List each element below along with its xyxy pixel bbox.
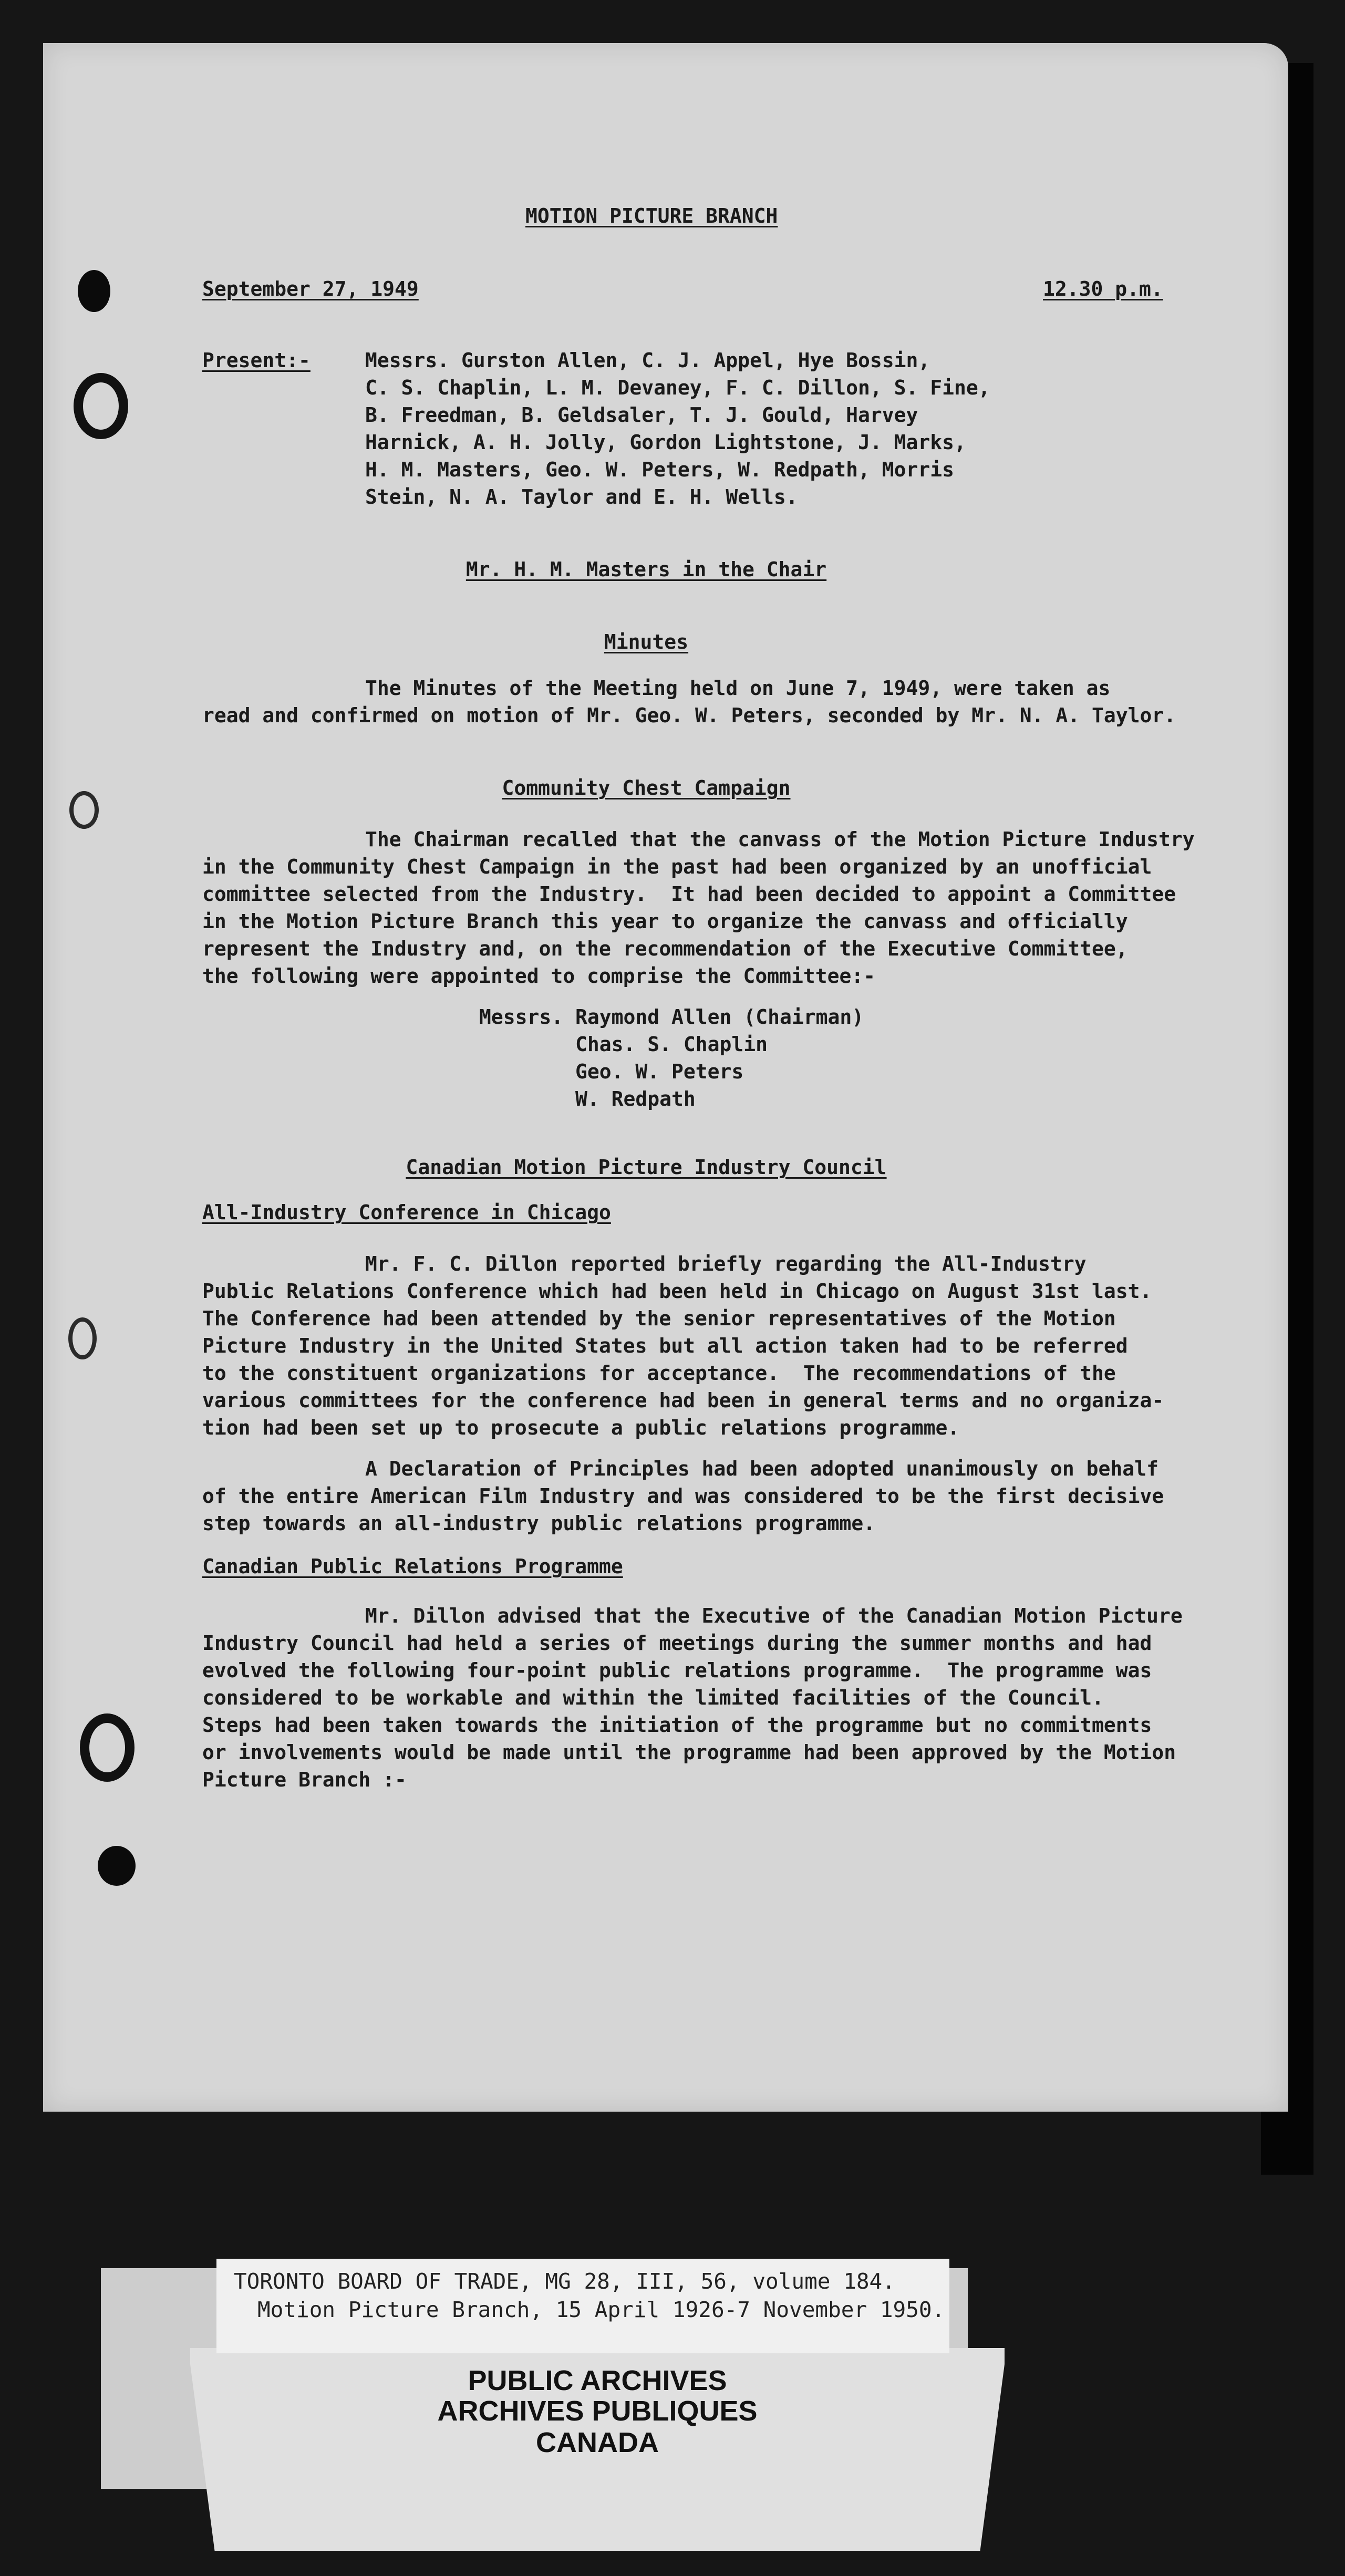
text-line: represent the Industry and, on the recommendation of the Executive Committee, bbox=[202, 937, 1128, 960]
punch-hole bbox=[80, 1713, 134, 1782]
archive-reference-line: TORONTO BOARD OF TRADE, MG 28, III, 56, volume 184. bbox=[234, 2269, 895, 2294]
text-line: The Conference had been attended by the senior representatives of the Motion bbox=[202, 1307, 1116, 1330]
text-line: A Declaration of Principles had been adopted unanimously on behalf bbox=[365, 1457, 1158, 1480]
conference-heading: All-Industry Conference in Chicago bbox=[202, 1201, 611, 1224]
text-line: to the constituent organizations for acceptance. The recommendations of the bbox=[202, 1362, 1116, 1385]
archive-stamp-line: PUBLIC ARCHIVES bbox=[468, 2365, 727, 2396]
council-heading: Canadian Motion Picture Industry Council bbox=[406, 1156, 887, 1179]
punch-hole bbox=[68, 1317, 97, 1359]
attendee-line: C. S. Chaplin, L. M. Devaney, F. C. Dillon, S. Fine, bbox=[365, 376, 990, 399]
text-line: various committees for the conference had been in general terms and no organiza- bbox=[202, 1389, 1164, 1412]
text-line: The Minutes of the Meeting held on June 7, 1949, were taken as bbox=[365, 677, 1111, 700]
text-line: or involvements would be made until the programme had been approved by the Motion bbox=[202, 1741, 1176, 1764]
text-line: evolved the following four-point public relations programme. The programme was bbox=[202, 1659, 1152, 1682]
meeting-time: 12.30 p.m. bbox=[1043, 277, 1163, 300]
text-line: of the entire American Film Industry and was considered to be the first decisive bbox=[202, 1484, 1164, 1508]
text-line: in the Community Chest Campaign in the past had been organized by an unofficial bbox=[202, 855, 1152, 878]
attendee-line: Harnick, A. H. Jolly, Gordon Lightstone, J. Marks, bbox=[365, 431, 966, 454]
text-line: read and confirmed on motion of Mr. Geo. W. Peters, seconded by Mr. N. A. Taylor. bbox=[202, 704, 1176, 727]
chair-line: Mr. H. M. Masters in the Chair bbox=[465, 558, 827, 581]
meeting-date: September 27, 1949 bbox=[202, 277, 419, 300]
committee-member: Chas. S. Chaplin bbox=[575, 1033, 768, 1056]
archive-reference-line: Motion Picture Branch, 15 April 1926-7 November 1950. bbox=[257, 2297, 945, 2322]
committee-member: W. Redpath bbox=[575, 1087, 696, 1110]
text-line: tion had been set up to prosecute a public relations programme. bbox=[202, 1416, 960, 1439]
text-line: Industry Council had held a series of meetings during the summer months and had bbox=[202, 1632, 1152, 1655]
text-line: Picture Industry in the United States but all action taken had to be referred bbox=[202, 1334, 1128, 1357]
text-line: Mr. Dillon advised that the Executive of the Canadian Motion Picture bbox=[365, 1604, 1183, 1627]
punch-hole bbox=[74, 373, 128, 439]
text-line: committee selected from the Industry. It had been decided to appoint a Committee bbox=[202, 882, 1176, 906]
canadian-pr-heading: Canadian Public Relations Programme bbox=[202, 1555, 623, 1578]
punch-hole bbox=[69, 791, 99, 829]
attendee-line: H. M. Masters, Geo. W. Peters, W. Redpath, Morris bbox=[365, 458, 955, 481]
text-line: considered to be workable and within the limited facilities of the Council. bbox=[202, 1686, 1104, 1709]
committee-member: Messrs. Raymond Allen (Chairman) bbox=[479, 1005, 864, 1029]
text-line: the following were appointed to comprise the Committee:- bbox=[202, 964, 876, 988]
text-line: step towards an all-industry public relations programme. bbox=[202, 1512, 876, 1535]
archive-stamp-line: CANADA bbox=[536, 2427, 659, 2458]
document-heading: MOTION PICTURE BRANCH bbox=[525, 204, 778, 227]
punch-hole bbox=[78, 270, 110, 312]
present-label: Present:- bbox=[202, 349, 311, 372]
committee-member: Geo. W. Peters bbox=[575, 1060, 744, 1083]
text-line: The Chairman recalled that the canvass of the Motion Picture Industry bbox=[365, 828, 1195, 851]
attendee-line: B. Freedman, B. Geldsaler, T. J. Gould, Harvey bbox=[365, 403, 918, 427]
community-chest-heading: Community Chest Campaign bbox=[502, 776, 791, 799]
archive-stamp-line: ARCHIVES PUBLIQUES bbox=[437, 2395, 758, 2427]
minutes-heading: Minutes bbox=[604, 630, 689, 653]
text-line: Steps had been taken towards the initiation of the programme but no commitments bbox=[202, 1713, 1152, 1737]
text-line: Public Relations Conference which had been held in Chicago on August 31st last. bbox=[202, 1280, 1152, 1303]
text-line: Mr. F. C. Dillon reported briefly regarding the All-Industry bbox=[365, 1252, 1087, 1275]
punch-hole bbox=[98, 1846, 136, 1886]
attendee-line: Stein, N. A. Taylor and E. H. Wells. bbox=[365, 485, 798, 508]
attendee-line: Messrs. Gurston Allen, C. J. Appel, Hye Bossin, bbox=[365, 349, 930, 372]
text-line: Picture Branch :- bbox=[202, 1768, 407, 1791]
text-line: in the Motion Picture Branch this year to organize the canvass and officially bbox=[202, 910, 1128, 933]
